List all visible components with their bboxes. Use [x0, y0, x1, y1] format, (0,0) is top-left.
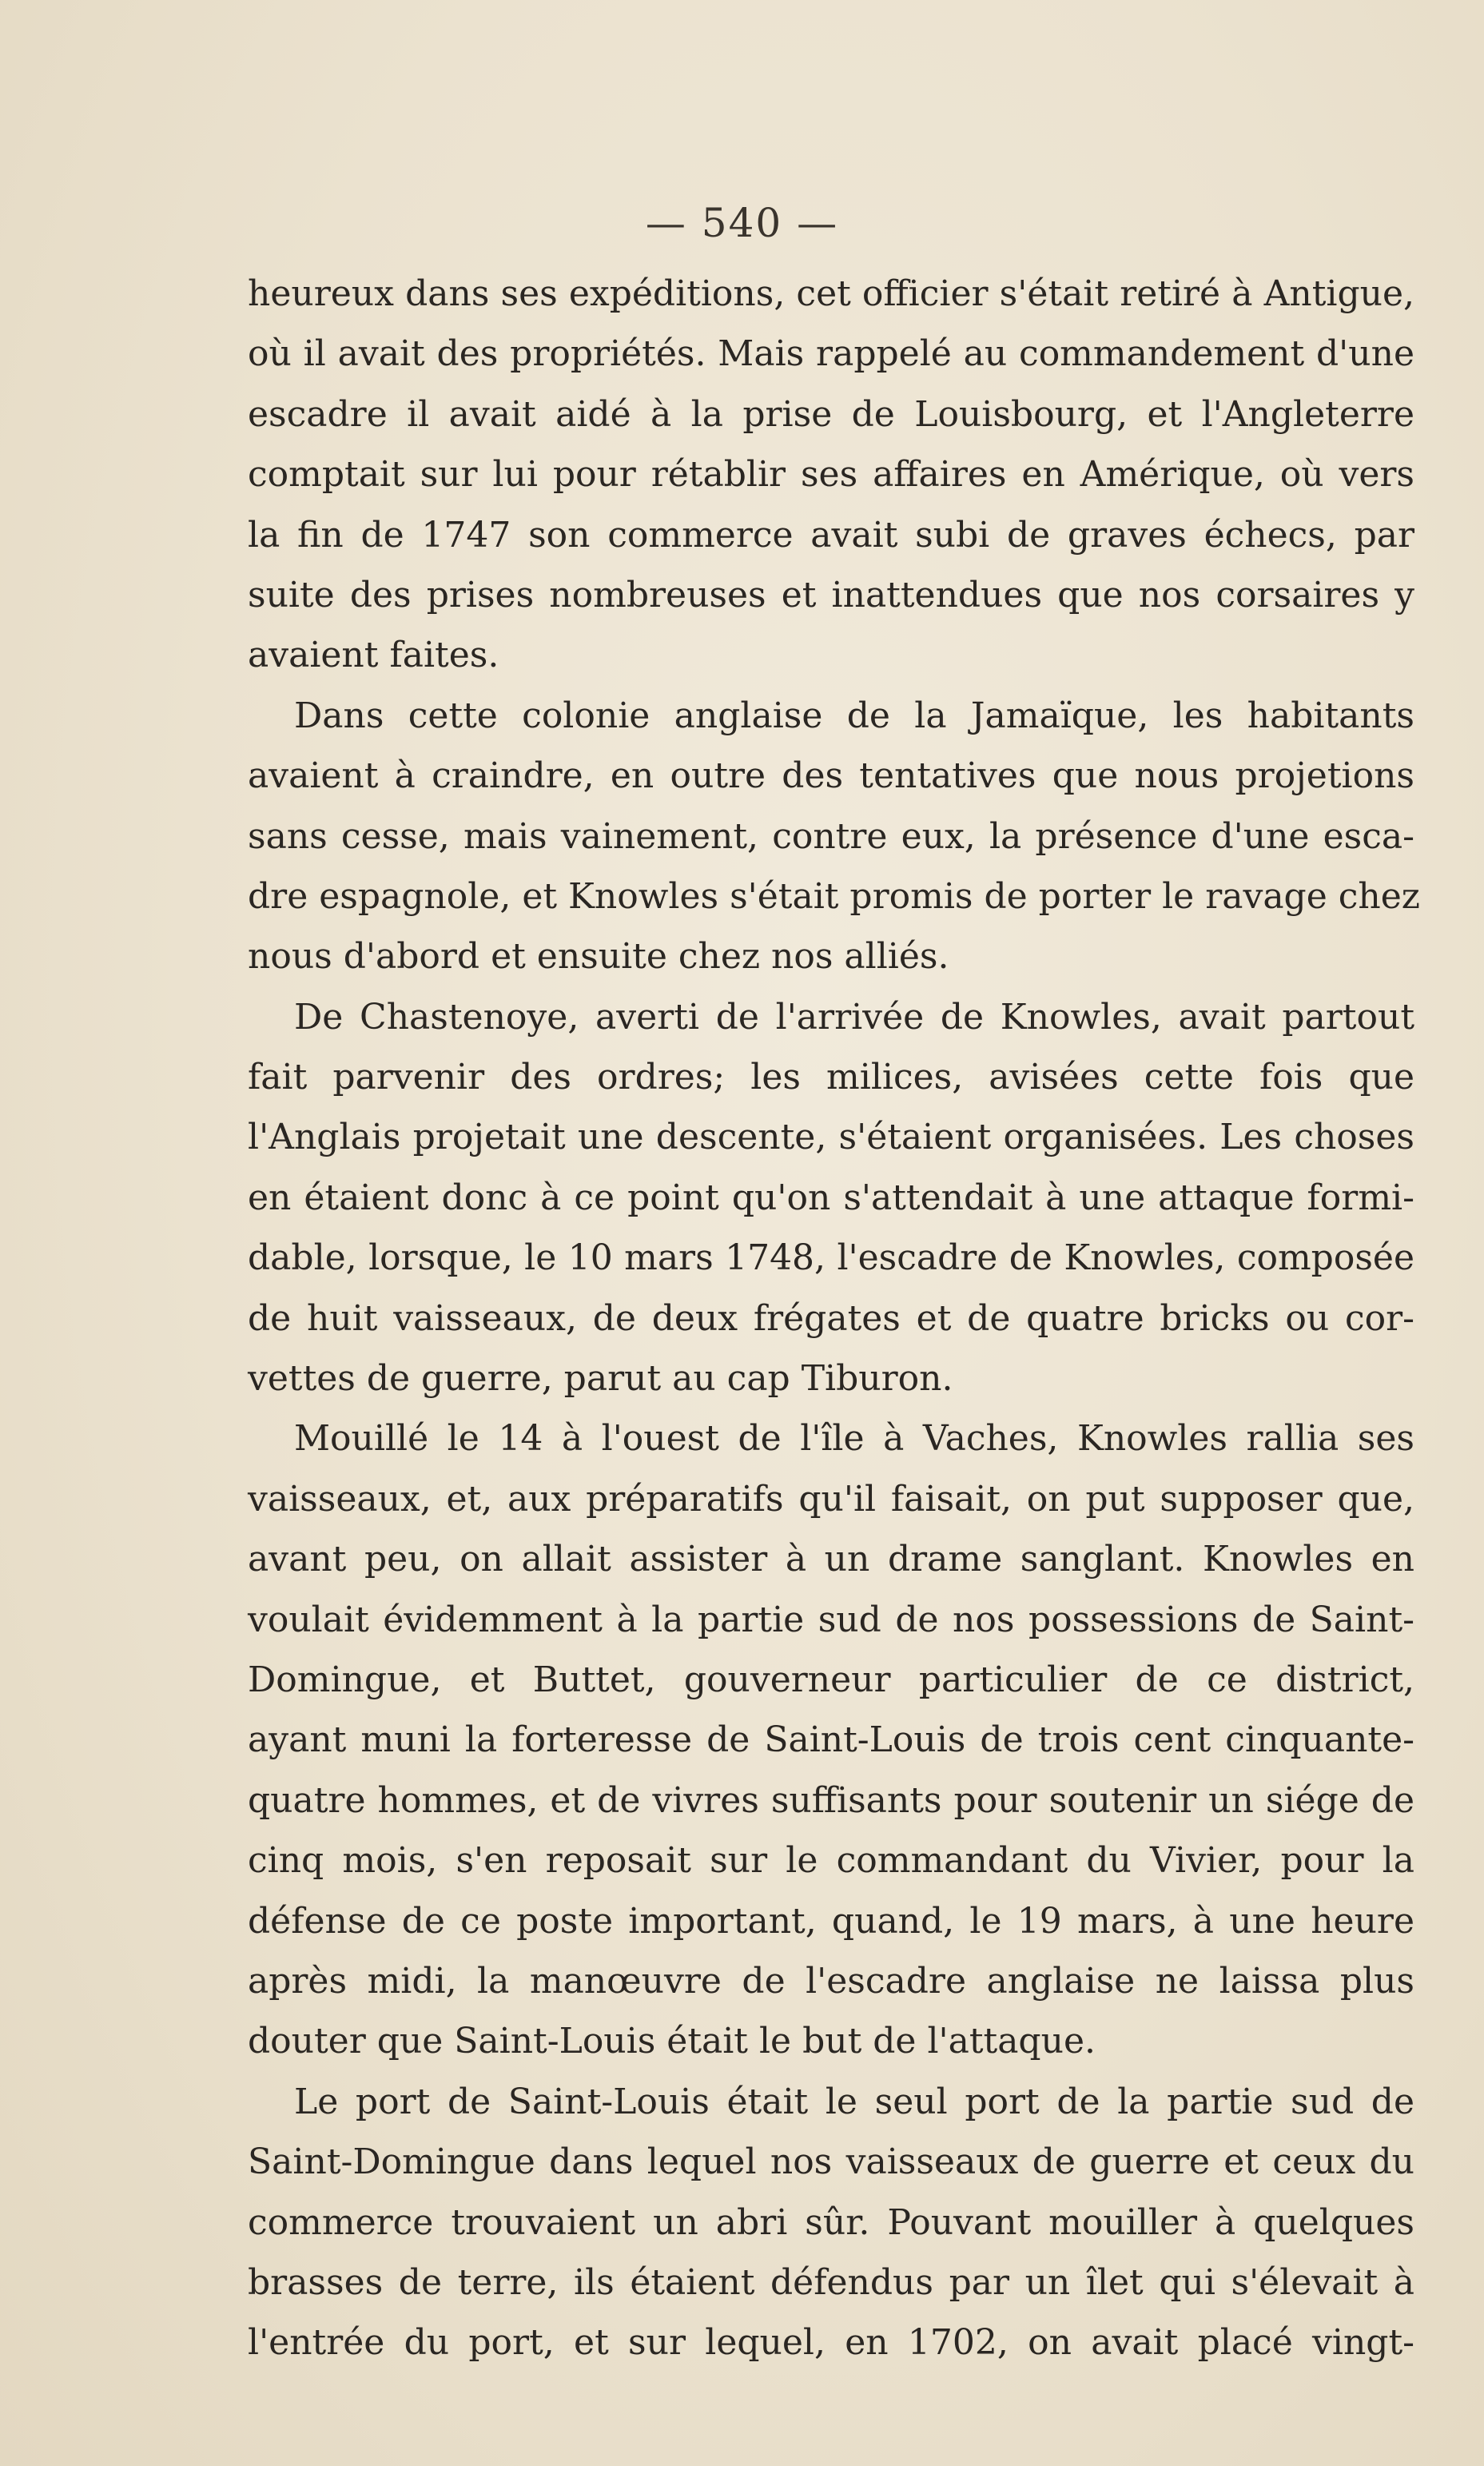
text-line: défense de ce poste important, quand, le 19 mars, à une heure [248, 1900, 1414, 1942]
text-line: vettes de guerre, parut au cap Tiburon. [248, 1358, 953, 1400]
text-line: brasses de terre, ils étaient défendus par un îlet qui s'élevait à [248, 2261, 1414, 2303]
text-line: Dans cette colonie anglaise de la Jamaïque, les habitants [294, 695, 1414, 736]
text-line: dre espagnole, et Knowles s'était promis de porter le ravage chez [248, 875, 1420, 917]
text-line: la fin de 1747 son commerce avait subi de graves échecs, par [248, 514, 1414, 556]
text-line: Le port de Saint-Louis était le seul port de la partie sud de [294, 2081, 1414, 2122]
text-line: suite des prises nombreuses et inattendues que nos corsaires y [248, 574, 1414, 616]
text-line: douter que Saint-Louis était le but de l'attaque. [248, 2021, 1096, 2062]
text-line: en étaient donc à ce point qu'on s'attendait à une attaque formi- [248, 1177, 1414, 1218]
text-line: Domingue, et Buttet, gouverneur particulier de ce district, [248, 1659, 1414, 1700]
text-line: sans cesse, mais vainement, contre eux, la présence d'une esca- [248, 815, 1414, 857]
text-line: l'Anglais projetait une descente, s'étaient organisées. Les choses [248, 1117, 1414, 1158]
text-line: De Chastenoye, averti de l'arrivée de Knowles, avait partout [294, 996, 1414, 1038]
text-line: de huit vaisseaux, de deux frégates et de quatre bricks ou cor- [248, 1297, 1414, 1339]
text-line: vaisseaux, et, aux préparatifs qu'il faisait, on put supposer que, [248, 1478, 1414, 1520]
text-line: Saint-Domingue dans lequel nos vaisseaux de guerre et ceux du [248, 2141, 1414, 2183]
text-line: fait parvenir des ordres; les milices, avisées cette fois que [248, 1057, 1414, 1098]
text-line: après midi, la manœuvre de l'escadre anglaise ne laissa plus [248, 1960, 1414, 2002]
text-line: avant peu, on allait assister à un drame sanglant. Knowles en [248, 1539, 1414, 1580]
text-line: nous d'abord et ensuite chez nos alliés. [248, 936, 949, 978]
text-line: cinq mois, s'en reposait sur le commandant du Vivier, pour la [248, 1840, 1414, 1882]
page-text [248, 264, 1420, 2373]
text-line: avaient faites. [248, 635, 499, 676]
text-line: avaient à craindre, en outre des tentatives que nous projetions [248, 755, 1414, 797]
text-line: dable, lorsque, le 10 mars 1748, l'escadre de Knowles, composée [248, 1237, 1414, 1279]
text-line: heureux dans ses expéditions, cet officier s'était retiré à Antigue, [248, 273, 1414, 314]
text-line: où il avait des propriétés. Mais rappelé au commandement d'une [248, 333, 1414, 375]
text-line: voulait évidemment à la partie sud de nos possessions de Saint- [248, 1599, 1414, 1640]
text-line: quatre hommes, et de vivres suffisants pour soutenir un siége de [248, 1779, 1414, 1821]
text-line: escadre il avait aidé à la prise de Louisbourg, et l'Angleterre [248, 393, 1414, 435]
text-line: Mouillé le 14 à l'ouest de l'île à Vaches, Knowles rallia ses [294, 1418, 1414, 1460]
text-line: comptait sur lui pour rétablir ses affaires en Amérique, où vers [248, 454, 1414, 496]
text-line: l'entrée du port, et sur lequel, en 1702, on avait placé vingt- [248, 2322, 1414, 2364]
page-number: — 540 — [645, 200, 839, 246]
text-line: commerce trouvaient un abri sûr. Pouvant mouiller à quelques [248, 2201, 1414, 2243]
text-line: ayant muni la forteresse de Saint-Louis de trois cent cinquante- [248, 1719, 1414, 1761]
